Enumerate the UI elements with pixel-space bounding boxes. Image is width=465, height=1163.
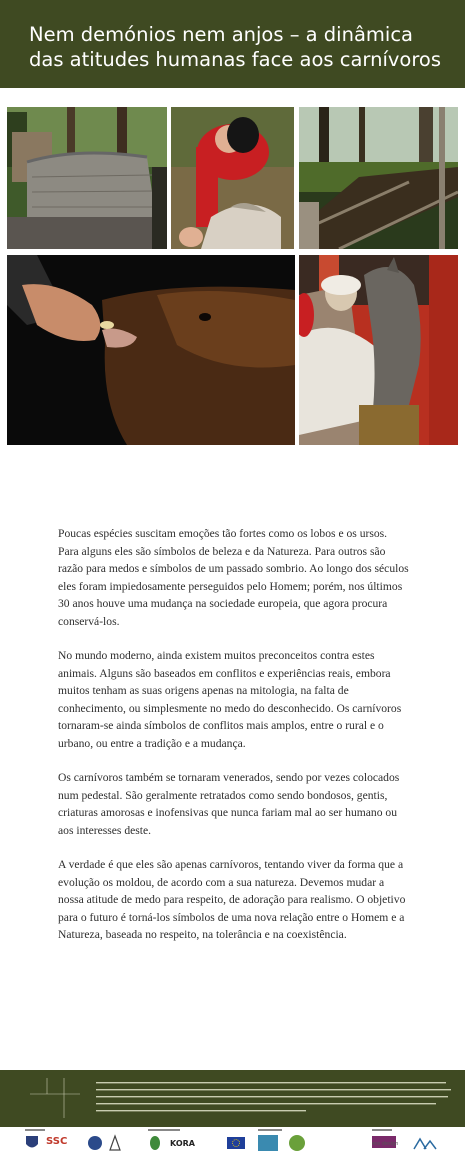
paragraph-1: Poucas espécies suscitam emoções tão fortes como os lobos e os ursos. Para alguns eles são símbolos de beleza e da Natureza. Para outros são razão para medos e símbolos de um passado sombrio. Ao longo dos séculos eles foram impiedosamente perseguidos pelo Homem; porém, nos últimos 30 anos houve uma mudança na sociedade europeia, que agora procura conservá-los. xyxy=(58,527,409,628)
paragraph-2: No mundo moderno, ainda existem muitos preconceitos contra estes animais. Alguns são baseados em conflitos e experiências reais, embora muitos tenham as suas origens apenas na mitologia, na falta de conhecimento, ou simplesmente no medo do desconhecido. Os carnívoros tornaram-se ainda símbolos de conflitos mais amplos, entre o rural e o urbano, ou entre a tradição e a mudança. xyxy=(58,649,402,750)
label-cofinancing xyxy=(148,1129,180,1134)
footer-band xyxy=(0,1070,465,1127)
ess-design-logo: ess design xyxy=(372,1141,399,1147)
page-title xyxy=(29,22,449,72)
photo-stone-enclosure xyxy=(7,107,167,249)
photo-index-diagram xyxy=(30,1078,80,1118)
title-banner xyxy=(0,0,465,88)
kora-logo: KORA xyxy=(170,1139,195,1148)
life-logo xyxy=(258,1135,278,1151)
green-leaf-logo xyxy=(148,1135,162,1151)
title-line-1: Nem demónios nem anjos – a dinâmica xyxy=(29,23,413,46)
eu-flag-icon xyxy=(227,1137,245,1149)
title-line-2: das atitudes humanas face aos carnívoros xyxy=(29,48,442,71)
nature-logo xyxy=(288,1134,306,1152)
paragraph-3: Os carnívoros também se tornaram venerados, sendo por vezes colocados num pedestal. São geralmente retratados como sendo bondosos, gentis, criaturas amorosas e inofensivas que nunca fariam mal ao ser humano ou aos interesses deste. xyxy=(58,771,400,837)
figure-logo xyxy=(108,1134,122,1152)
photo-person-with-wolf xyxy=(171,107,294,249)
ssc-logo: SSC xyxy=(46,1136,68,1147)
label-project xyxy=(25,1129,45,1134)
label-support xyxy=(258,1129,282,1134)
body-text xyxy=(58,525,410,961)
partner-logos xyxy=(0,1127,465,1163)
photo-hand-feeding-bear xyxy=(7,255,295,445)
round-logo xyxy=(87,1135,103,1151)
label-production xyxy=(372,1129,392,1134)
photo-credits xyxy=(96,1080,454,1118)
paragraph-4: A verdade é que eles são apenas carnívoros, tentando viver da forma que a evolução os moldou, de acordo com a sua natureza. Devemos mudar a nossa atitude de medo para respeito, de adoração para realismo. O objetivo para o futuro é torná-los símbolos de uma nova relação entre o Homem e a Natureza, baseada no respeito, na tolerância e na coexistência. xyxy=(58,858,406,941)
crest-logo xyxy=(25,1135,39,1151)
aspea-logo xyxy=(412,1135,438,1151)
photo-red-riding-hood-illustration xyxy=(299,255,458,445)
photo-forest-bridge xyxy=(299,107,458,249)
